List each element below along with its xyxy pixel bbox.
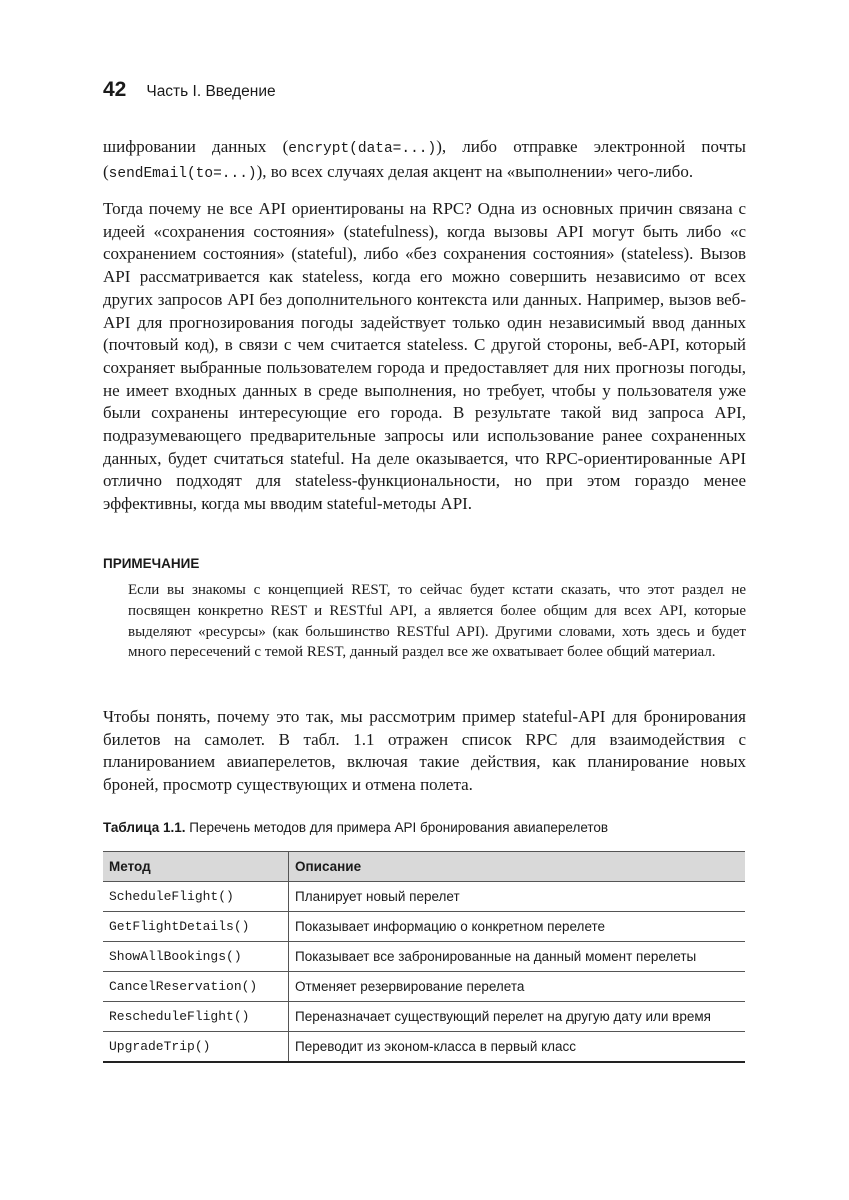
note-title: ПРИМЕЧАНИЕ [103,556,200,571]
table-caption-text: Перечень методов для примера API бронирования авиаперелетов [185,820,609,835]
table-row [103,1002,745,1032]
chapter-title: Часть I. Введение [146,83,276,100]
column-header-method: Метод [103,852,289,882]
table-row [103,912,745,942]
method-cell: UpgradeTrip() [103,1032,289,1063]
page-number: 42 [103,78,127,101]
table-row [103,942,745,972]
table-row [103,882,745,912]
description-cell: Показывает информацию о конкретном перелете [289,912,746,942]
method-cell: RescheduleFlight() [103,1002,289,1032]
description-cell: Планирует новый перелет [289,882,746,912]
table-caption-label: Таблица 1.1. [103,820,186,835]
methods-table [103,851,745,1063]
table-row [103,972,745,1002]
paragraph-continuation [103,136,746,185]
running-header [103,78,276,102]
method-cell: ScheduleFlight() [103,882,289,912]
description-cell: Переназначает существующий перелет на другую дату или время [289,1002,746,1032]
description-cell: Показывает все забронированные на данный момент перелеты [289,942,746,972]
table-row [103,1032,745,1063]
column-header-description: Описание [289,852,746,882]
method-cell: ShowAllBookings() [103,942,289,972]
table-header-row [103,852,745,882]
inline-code-sendemail: sendEmail(to=...) [108,165,257,182]
method-cell: GetFlightDetails() [103,912,289,942]
paragraph-text: ), либо отправке электронной почты ( [103,137,746,181]
description-cell: Отменяет резервирование перелета [289,972,746,1002]
table-caption [103,820,608,835]
description-cell: Переводит из эконом-класса в первый класс [289,1032,746,1063]
paragraph-text: ), во всех случаях делая акцент на «выполнении» чего-либо. [256,161,694,181]
method-cell: CancelReservation() [103,972,289,1002]
paragraph-example-intro: Чтобы понять, почему это так, мы рассмотрим пример stateful-API для бронирования билетов на самолет. В табл. 1.1 отражен список RPC для взаимодействия с планированием авиаперелетов, включая такие действия, как планирование новых броней, просмотр существующих и отмена полета. [103,707,746,795]
inline-code-encrypt: encrypt(data=...) [288,141,437,157]
paragraph-text: шифровании данных ( [103,137,289,156]
note-text: Если вы знакомы с концепцией REST, то сейчас будет кстати сказать, что этот раздел не посвящен конкретно REST и RESTful API, а является более общим для всех API, которые выделяют «ресурсы» (как большинство RESTful API). Другими словами, хоть здесь и будет много пересечений с темой REST, данный раздел все же охватывает более общий материал. [128,582,746,661]
paragraph-statefulness: Тогда почему не все API ориентированы на RPC? Одна из основных причин связана с идеей «сохранения состояния» (statefulness), когда вызовы API могут быть либо «с сохранением состояния» (stateful), либо «без сохранения состояния» (stateless). Вызов API рассматривается как stateless, когда его можно совершить независимо от всех других запросов API без дополнительного контекста или данных. Например, вызов веб-API для прогнозирования погоды задействует только один независимый ввод данных (почтовый код), в связи с чем считается stateless. С другой стороны, веб-API, который сохраняет выбранные пользователем города и предоставляет для них прогнозы погоды, не имеет входных данных в среде выполнения, но требует, чтобы у пользователя уже были сохранены интересующие его города. В результате такой вид запроса API, подразумевающего предварительные запросы или использование ранее сохраненных данных, будет считаться stateful. На деле оказывается, что RPC-ориентированные API отлично подходят для stateless-функциональности, но при этом гораздо менее эффективны, когда мы вводим stateful-методы API. [103,199,746,514]
